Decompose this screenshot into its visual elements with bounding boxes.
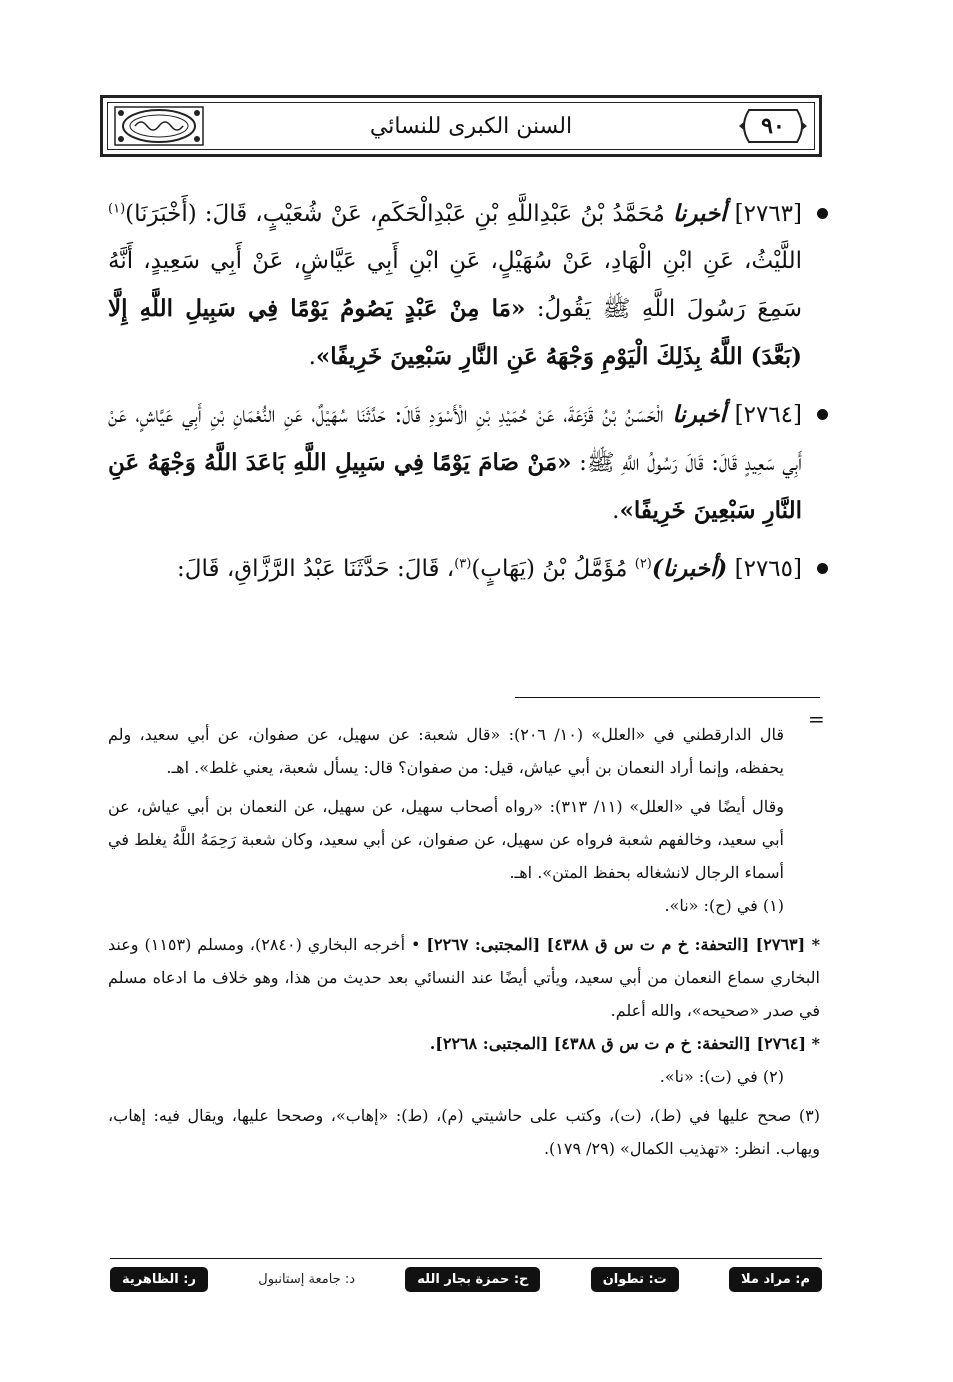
akhbarana-word: (أخبرنا) bbox=[651, 555, 728, 582]
manuscript-sources-bar bbox=[110, 1264, 822, 1294]
hadith-2764 bbox=[108, 391, 828, 535]
takhrij-2763 bbox=[108, 928, 820, 1027]
bullet-icon bbox=[817, 409, 828, 420]
footnote-separator bbox=[515, 697, 820, 698]
left-ornament-medallion bbox=[113, 105, 205, 147]
isnad-text: مُحَمَّدُ بْنُ عَبْدِاللَّهِ بْنِ عَبْدِالْحَكَمِ، عَنْ شُعَيْبٍ، قَالَ: (أَخْبَرَنَا) bbox=[125, 201, 665, 227]
footnote-paragraph: وقال أيضًا في «العلل» (١١/ ٣١٣): «رواه أصحاب سهيل، عن سهيل، عن النعمان بن أبي عياش، عن أبي سعيد، وخالفهم شعبة فرواه عن سهيل، عن صفوان، عن أبي سعيد، وكان شعبة رَحِمَهُ اللَّهُ يغلط في أسماء الرجال لانشغاله بحفظ المتن». اهـ. bbox=[108, 797, 785, 882]
hadith-number: [٢٧٦٣] bbox=[734, 201, 803, 227]
hadith-2765 bbox=[108, 545, 828, 593]
isnad-text: الْحَسَنُ بْنُ قَزَعَةَ، عَنْ حُمَيْدِ بْنِ الْأَسْوَدِ قَالَ: حَدَّثَنَا سُهَيْلٌ، عَنِ النُّعْمَانِ بْنِ أَبِي عَيَّاشٍ، عَنْ أَبِي سَعِيدٍ قَالَ: قَالَ رَسُولُ اللَّهِ ﷺ: bbox=[108, 402, 802, 476]
page-header-banner bbox=[100, 95, 822, 157]
takhrij-2763-head: * [٢٧٦٣] [التحفة: خ م ت س ق ٤٣٨٨] [المجتبى: ٢٢٦٧] bbox=[426, 935, 821, 954]
footnote-2: (٢) في (ت): «نا». bbox=[659, 1067, 784, 1086]
hadith-number: [٢٧٦٥] bbox=[734, 556, 802, 582]
source-d-label: د: جامعة إستانبول bbox=[258, 1271, 355, 1287]
takhrij-2763-body: • أخرجه البخاري (٢٨٤٠)، ومسلم (١١٥٣) وعند البخاري سماع النعمان من أبي سعيد، ويأتي أيضًا عند النسائي بعد حديث من هذا، وهو خلاف ما ادعاه مسلم في صدر «صحيحه»، والله أعلم. bbox=[108, 935, 820, 1020]
source-h-badge: ح: حمزة بجار الله bbox=[405, 1267, 540, 1292]
isnad-text: ، قَالَ: حَدَّثَنَا عَبْدُ الرَّزَّاقِ، قَالَ: bbox=[177, 556, 455, 582]
book-title: السنن الكبرى للنسائي bbox=[369, 113, 573, 139]
end-mark: . bbox=[308, 344, 316, 370]
hadith-number: [٢٧٦٤] bbox=[734, 402, 803, 428]
hadith-2763 bbox=[108, 190, 828, 381]
bullet-icon bbox=[817, 208, 828, 219]
akhbarana-word: أخبرنا bbox=[672, 200, 727, 227]
footnote-paragraph: قال الدارقطني في «العلل» (١٠/ ٢٠٦): «قال شعبة: عن سهيل، عن صفوان، عن أبي سعيد، ولم يحفظه، وإنما أراد النعمان بن أبي عياش، قيل: من صفوان؟ قال: يسأل شعبة، يعني غلط». اهـ. bbox=[108, 725, 785, 777]
takhrij-2764: * [٢٧٦٤] [التحفة: خ م ت س ق ٤٣٨٨] [المجتبى: ٢٢٦٨]. bbox=[429, 1034, 820, 1053]
page-number: ٩٠ bbox=[761, 113, 785, 139]
matn-text: «مَنْ صَامَ يَوْمًا فِي سَبِيلِ اللَّهِ بَاعَدَ اللَّهُ وَجْهَهُ عَنِ النَّارِ سَبْعِينَ خَرِيفًا» bbox=[108, 449, 802, 524]
bullet-icon bbox=[817, 563, 828, 574]
source-t-badge: ت: تطوان bbox=[591, 1267, 679, 1292]
matn-text: «مَا مِنْ عَبْدٍ يَصُومُ يَوْمًا فِي سَبِيلِ اللَّهِ إِلَّا (بَعَّدَ) اللَّهُ بِذَلِكَ الْيَوْمِ وَجْهَهُ عَنِ النَّارِ سَبْعِينَ خَرِيفًا» bbox=[108, 295, 802, 370]
footnote-ref[interactable]: (٣) bbox=[454, 556, 472, 572]
source-m-badge: م: مراد ملا bbox=[729, 1267, 822, 1292]
footnote-1: (١) في (ح): «نا». bbox=[664, 896, 784, 915]
ornament-icon bbox=[113, 105, 205, 147]
continuation-marker: = bbox=[808, 707, 825, 731]
isnad-text: مُؤَمَّلُ بْنُ (يَهَابٍ) bbox=[471, 556, 628, 582]
akhbarana-word: أخبرنا bbox=[672, 401, 727, 428]
end-mark: . bbox=[612, 498, 620, 524]
bottom-rule bbox=[110, 1258, 822, 1259]
footnotes-section bbox=[108, 718, 820, 1165]
footnote-3: (٣) صحح عليها في (ط)، (ت)، وكتب على حاشيتي (م)، (ط): «إهاب»، وصححا عليها، ويقال فيه: إهاب، ويهاب. انظر: «تهذيب الكمال» (٢٩/ ١٧٩). bbox=[108, 1106, 820, 1158]
isnad-text: اللَّيْثُ، عَنِ ابْنِ الْهَادِ، عَنْ سُهَيْلٍ، عَنِ ابْنِ أَبِي عَيَّاشٍ، عَنْ أَبِي سَعِيدٍ، أَنَّهُ سَمِعَ رَسُولَ اللَّهِ ﷺ يَقُولُ: bbox=[108, 248, 803, 322]
footnote-ref[interactable]: (٢) bbox=[634, 556, 652, 572]
source-r-badge: ر: الظاهرية bbox=[110, 1267, 208, 1292]
page-number-badge bbox=[737, 107, 809, 145]
main-text bbox=[108, 190, 828, 593]
footnote-ref[interactable]: (١) bbox=[108, 201, 126, 217]
